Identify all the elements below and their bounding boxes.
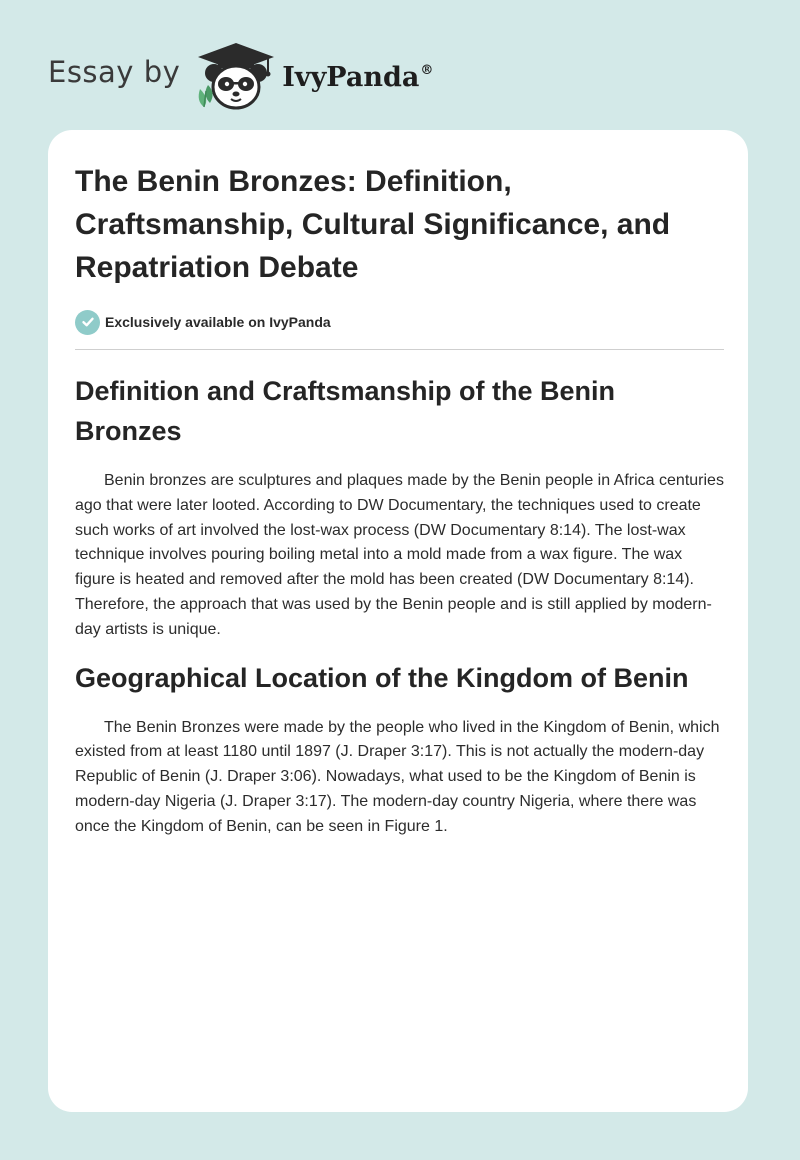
page-title: The Benin Bronzes: Definition, Craftsmanship, Cultural Significance, and Repatriation Debate bbox=[75, 165, 671, 284]
section-heading: Geographical Location of the Kingdom of Benin bbox=[75, 662, 689, 693]
brand-name: IvyPanda® bbox=[282, 61, 434, 93]
article-card bbox=[48, 130, 748, 1112]
divider bbox=[75, 349, 724, 350]
article-content bbox=[75, 160, 724, 840]
section-heading: Definition and Craftsmanship of the Benin Bronzes bbox=[75, 376, 616, 446]
section-paragraph: The Benin Bronzes were made by the people who lived in the Kingdom of Benin, which existed from at least 1180 until 1897 (J. Draper 3:17). This is not actually the modern-day Republic of Benin (J. Draper 3:06). Nowadays, what used to be the Kingdom of Benin is modern-day Nigeria (J. Draper 3:17). The modern-day country Nigeria, where there was once the Kingdom of Benin, can be seen in Figure 1. bbox=[75, 718, 720, 835]
exclusive-badge bbox=[75, 309, 724, 335]
panda-mascot-icon bbox=[194, 41, 278, 111]
exclusive-badge-label: Exclusively available on IvyPanda bbox=[105, 314, 331, 330]
section-paragraph: Benin bronzes are sculptures and plaques made by the Benin people in Africa centuries ago that were later looted. According to DW Documentary, the techniques used to create such works of art involved the lost-wax process (DW Documentary 8:14). The lost-wax technique involves pouring boiling metal into a mold made from a wax figure. The wax figure is heated and removed after the mold has been created (DW Documentary 8:14). Therefore, the approach that was used by the Benin people and is still applied by modern-day artists is unique. bbox=[75, 472, 724, 638]
site-header bbox=[48, 36, 433, 116]
checkmark-icon bbox=[75, 310, 100, 335]
essay-by-label: Essay by bbox=[48, 55, 181, 89]
